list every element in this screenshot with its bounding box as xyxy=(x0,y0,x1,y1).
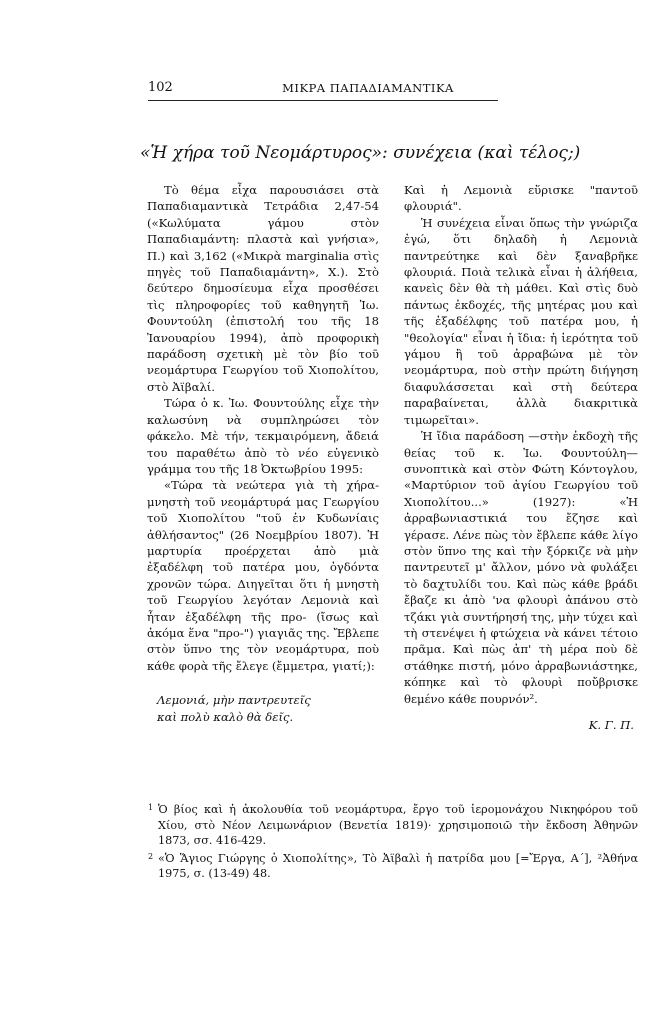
author-signature: Κ. Γ. Π. xyxy=(588,718,634,732)
footnote-mark: 2 xyxy=(148,851,154,861)
page-number: 102 xyxy=(148,80,173,95)
footnote-mark: 1 xyxy=(148,803,154,812)
poem-verse xyxy=(157,692,379,725)
footnote-text: Ὁ βίος καὶ ἡ ἀκολουθία τοῦ νεομάρτυρα, ἔργο τοῦ ἱερομονάχου Νικηφόρου τοῦ Χίου, στὸ Νέον Λειμωνάριον (Βενετία 1819)· χρησιμοποιῶ τὴν ἔκδοση Ἀθηνῶν 1873, σσ. 416-429. xyxy=(158,803,638,847)
footnote xyxy=(148,851,638,882)
footnotes xyxy=(148,802,638,884)
paragraph: Τὸ θέμα εἶχα παρουσιάσει στὰ Παπαδιαμαντικὰ Τετράδια 2,47-54 («Κωλύματα γάμου στὸν Παπαδιαμάντη: πλαστὰ καὶ γνήσια», Π.) καὶ 3,162 («Μικρὰ marginalia στὶς πηγὲς τοῦ Παπαδιαμάντη», Χ.). Στὸ δεύτερο δημοσίευμα εἶχα προσθέσει τὶς πληροφορίες τοῦ καθηγητῆ Ἰω. Φουντούλη (ἐπιστολή του τῆς 18 Ἰανουαρίου 1994), ἀπὸ προφορικὴ παράδοση σχετικὴ μὲ τὸν βίο τοῦ νεομάρτυρα Γεωργίου τοῦ Χιοπολίτου, στὸ Ἀϊβαλί. xyxy=(147,183,379,394)
paragraph: Ἡ ἴδια παράδοση —στὴν ἐκδοχὴ τῆς θείας τοῦ κ. Ἰω. Φουντούλη— συνοπτικὰ καὶ στὸν Φώτη Κόντογλου, «Μαρτύριον τοῦ ἁγίου Γεωργίου τοῦ Χιοπολίτου...» (1927): «Ἡ ἀρραβωνιαστικιά του ἔζησε καὶ γέρασε. Λένε πὼς τὸν ἔβλεπε κάθε λίγο στὸν ὕπνο της καὶ τὴν ξόρκιζε νὰ μὴν παντρευτεῖ μ' ἄλλον, μόνο νὰ φυλάξει τὸ δαχτυλίδι του. Καὶ πὼς κάθε βράδι ἔβαζε κι ἀπὸ 'να φλουρὶ ἀπάνου στὸ τζάκι γιὰ συντήρησή της, μὴν τύχει καὶ τὴ στενέψει ἡ φτώχεια νὰ κάνει τέτοιο πρᾶμα. Καὶ πὼς ἀπ' τὴ μέρα ποὺ δὲ στάθηκε πιστή, μόνο ἀρραβωνιάστηκε, κόπηκε καὶ τὸ φλουρὶ ποὔβρισκε θεμένο κάθε πουρνόν². xyxy=(404,429,638,706)
running-title: ΜΙΚΡΑ ΠΑΠΑΔΙΑΜΑΝΤΙΚΑ xyxy=(282,81,454,95)
footnote xyxy=(148,802,638,849)
article-title: «Ἡ χήρα τοῦ Νεομάρτυρος»: συνέχεια (καὶ τέλος;) xyxy=(140,143,581,163)
paragraph: Τώρα ὁ κ. Ἰω. Φουντούλης εἶχε τὴν καλωσύνη νὰ συμπληρώσει τὸν φάκελο. Μὲ τήν, τεκμαιρόμενη, ἄδειά του παραθέτω ἀπὸ τὸ νέο εὐγενικὸ γράμμα του τῆς 18 Ὀκτωβρίου 1995: xyxy=(147,396,379,476)
footnote-text: «Ὁ Ἅγιος Γιώργης ὁ Χιοπολίτης», Τὸ Ἀϊβαλὶ ἡ πατρίδα μου [=Ἔργα, Α΄], ²Ἀθήνα 1975, σ. (13-49) 48. xyxy=(158,851,638,880)
paragraph: «Τώρα τὰ νεώτερα γιὰ τὴ χήρα-μνηστὴ τοῦ νεομάρτυρά μας Γεωργίου τοῦ Χιοπολίτου "τοῦ ἐν Κυδωνίαις ἀθλήσαντος" (26 Νοεμβρίου 1807). Ἡ μαρτυρία προέρχεται ἀπὸ μιὰ ἐξαδέλφη τοῦ πατέρα μου, ὀγδόντα χρονῶν τώρα. Διηγεῖται ὅτι ἡ μνηστὴ τοῦ Γεωργίου λεγόταν Λεμονιὰ καὶ ἦταν ἐξαδέλφη τῆς προ- (ἴσως καὶ ἀκόμα ἕνα "προ-") γιαγιᾶς της. Ἔβλεπε στὸν ὕπνο της τὸν νεομάρτυρα, ποὺ κάθε φορὰ τῆς ἔλεγε (ἔμμετρα, γιατί;): xyxy=(147,478,379,673)
paragraph: Ἡ συνέχεια εἶναι ὅπως τὴν γνώριζα ἐγώ, ὅτι δηλαδὴ ἡ Λεμονιὰ παντρεύτηκε καὶ δὲν ξαναβρῆκε φλουριά. Ποιὰ τελικὰ εἶναι ἡ ἀλήθεια, κανεὶς δὲν θὰ τὴ μάθει. Καὶ στὶς δυὸ πάντως ἐκδοχές, τῆς μητέρας μου καὶ τῆς ἐξαδέλφης τοῦ πατέρα μου, ἡ "θεολογία" εἶναι ἡ ἴδια: ἡ ἱερότητα τοῦ γάμου ἢ τοῦ ἀρραβώνα μὲ τὸν νεομάρτυρα, ποὺ στὴν πρώτη διήγηση διαφυλάσσεται καὶ στὴ δεύτερα παραβαίνεται, ἀλλὰ διακριτικὰ τιμωρεῖται». xyxy=(404,215,638,427)
poem-line: καὶ πολὺ καλὸ θὰ δεῖς. xyxy=(157,709,294,724)
poem-line: Λεμονιά, μὴν παντρευτεῖς xyxy=(157,693,311,708)
right-column xyxy=(404,182,638,733)
left-column xyxy=(147,182,379,725)
paragraph: Καὶ ἡ Λεμονιὰ εὕρισκε "παντοῦ φλουριά". xyxy=(404,183,638,214)
running-header xyxy=(148,78,498,101)
